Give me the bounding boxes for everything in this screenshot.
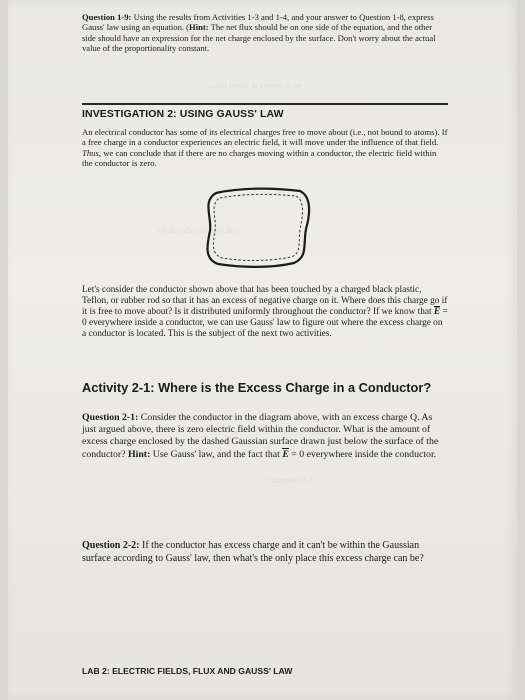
textbook-page	[8, 0, 517, 700]
question-2-2	[82, 540, 448, 565]
investigation-intro-paragraph	[82, 127, 448, 169]
conductor-text-a: Let's consider the conductor shown above that has been touched by a charged black plastic, Teflon, or rubber rod so that it has an excess of negative charge on it. Where does this charge go if it is free to move about? Is it distributed uniformly throughout the conductor? If we know that	[82, 285, 448, 317]
conductor-diagram	[198, 185, 318, 269]
activity-title: Activity 2-1: Where is the Excess Charge in a Conductor?	[82, 380, 432, 395]
gaussian-surface	[213, 194, 302, 260]
bleed-through-text: S-S noitsauD	[268, 475, 314, 485]
question-1-9-hint-label: Hint:	[189, 22, 209, 33]
question-2-1-text-c: = 0 everywhere inside the conductor.	[288, 448, 437, 460]
intro-text-b: , we can conclude that if there are no charges moving within a conductor, the electric field within the conductor is zero.	[82, 147, 437, 169]
question-1-9	[82, 12, 447, 53]
question-2-1-hint-label: Hint:	[127, 448, 151, 460]
conductor-text-b: = 0 everywhere inside a conductor, we can use Gauss' law to figure out where the excess charge on a conductor is located. This is the subject of the next two activities.	[82, 307, 448, 339]
investigation-title: INVESTIGATION 2: USING GAUSS' LAW	[82, 108, 284, 120]
question-1-9-text-b: The net flux should be on one side of the equation, and the other side should have an expression for the net charge enclosed by the surface. Don't worry about the actual value of the proportionality constant.	[82, 22, 436, 53]
question-2-1-text-b: Use Gauss' law, and the fact that	[150, 448, 283, 460]
conductor-paragraph	[82, 285, 448, 340]
question-1-9-label: Question 1-9:	[82, 12, 132, 22]
page-footer: LAB 2: ELECTRIC FIELDS, FLUX AND GAUSS' LAW	[82, 666, 293, 676]
question-2-2-label: Question 2-2:	[82, 540, 140, 551]
question-2-1-text-a: Consider the conductor in the diagram above, with an excess charge Q. As just argued above, there is zero electric field within the conductor. What is the amount of excess charge enclosed by the dashed Gaussian surface drawn just below the surface of the conductor?	[82, 412, 439, 460]
question-1-9-text-a: Using the results from Activities 1-3 and 1-4, and your answer to Question 1-8, express Gauss' law using an equation. (	[82, 12, 434, 33]
intro-thus: Thus	[82, 147, 99, 158]
question-2-1-label: Question 2-1:	[82, 412, 139, 423]
e-field-vector: E	[282, 448, 289, 460]
intro-text-a: An electrical conductor has some of its electrical charges free to move about (i.e., not bound to atoms). If a free charge in a conductor experiences an electric field, it will move under the influence of that field.	[82, 127, 448, 148]
bleed-through-text: eidt to ebiz redto edt no	[158, 225, 239, 235]
e-field-vector: E	[433, 307, 441, 317]
section-rule	[82, 103, 448, 105]
question-2-1	[82, 412, 448, 461]
question-2-2-text: If the conductor has excess charge and it can't be within the Gaussian surface according to Gauss' law, then what's the only place this excess charge can be?	[82, 540, 424, 564]
bleed-through-text: ed to mmots ot bruod toa ...	[208, 80, 302, 90]
